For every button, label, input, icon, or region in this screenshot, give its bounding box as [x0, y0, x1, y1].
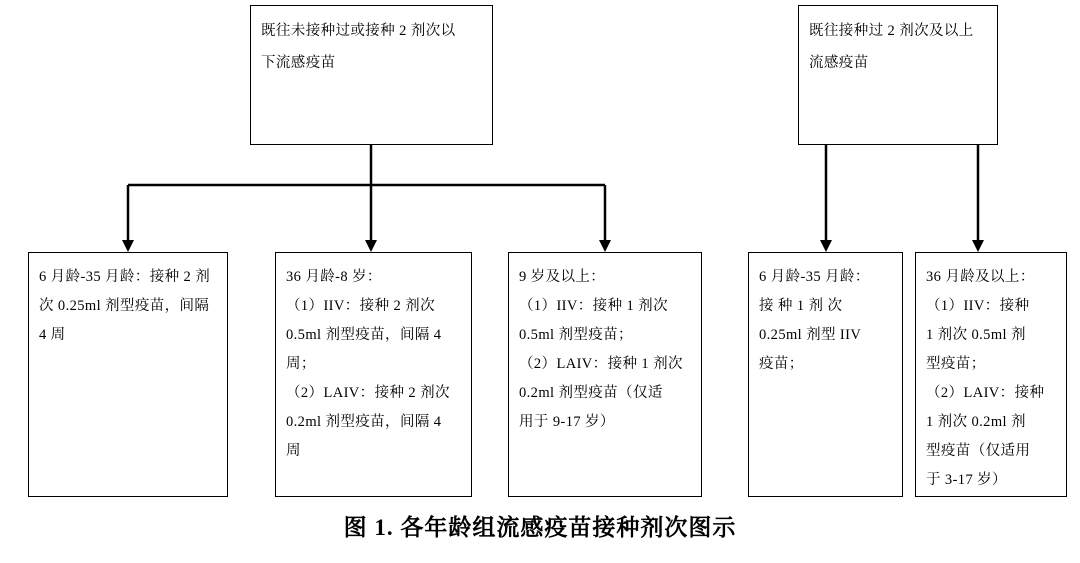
node-line: 36 月龄及以上： [926, 269, 1035, 285]
node-line: 0.2ml 剂型疫苗（仅适 [519, 385, 663, 401]
node-line: 9 岁及以上： [519, 269, 606, 285]
node-previous-unvaccinated-or-under-two-doses [250, 5, 493, 145]
node-line: 既往未接种过或接种 2 剂次以 [261, 23, 456, 39]
node-line: 6 月龄-35 月龄： [759, 269, 870, 285]
node-line: 型疫苗； [926, 356, 986, 372]
node-line: 次 0.25ml 剂型疫苗，间隔 [39, 298, 210, 314]
node-age-6m-35m-vaccinated [748, 252, 903, 497]
node-line: 疫苗； [759, 356, 804, 372]
node-age-36m-and-above-vaccinated [915, 252, 1067, 497]
node-age-36m-8y-unvaccinated [275, 252, 472, 497]
node-line: 周 [286, 443, 301, 459]
node-line: 既往接种过 2 剂次及以上 [809, 23, 974, 39]
node-line: 流感疫苗 [809, 54, 869, 71]
node-line: 0.5ml 剂型疫苗； [519, 327, 633, 343]
node-age-6m-35m-unvaccinated [28, 252, 228, 497]
node-line: 1 剂次 0.2ml 剂 [926, 414, 1026, 430]
node-line: 周； [286, 356, 316, 372]
node-line: 0.25ml 剂型 IIV [759, 327, 862, 343]
node-line: 36 月龄-8 岁： [286, 269, 382, 285]
node-line: （2）LAIV：接种 1 剂次 [519, 356, 683, 372]
node-line: （1）IIV：接种 1 剂次 [519, 298, 668, 314]
node-line: （1）IIV：接种 [926, 298, 1030, 314]
node-line: 0.2ml 剂型疫苗，间隔 4 [286, 414, 442, 430]
node-line: 型疫苗（仅适用 [926, 443, 1031, 459]
node-line: 0.5ml 剂型疫苗，间隔 4 [286, 327, 442, 343]
node-line: 用于 9-17 岁） [519, 414, 615, 430]
node-line: 4 周 [39, 327, 66, 343]
node-line: （2）LAIV：接种 [926, 385, 1045, 401]
figure-caption: 图 1. 各年龄组流感疫苗接种剂次图示 [343, 515, 737, 540]
node-line: 6 月龄-35 月龄：接种 2 剂 [39, 269, 211, 285]
node-age-9y-and-above-unvaccinated [508, 252, 702, 497]
node-line: （2）LAIV：接种 2 剂次 [286, 385, 450, 401]
node-line: （1）IIV：接种 2 剂次 [286, 298, 435, 314]
node-line: 下流感疫苗 [261, 54, 336, 71]
node-line: 于 3-17 岁） [926, 472, 1007, 488]
node-line: 接 种 1 剂 次 [759, 298, 843, 314]
node-line: 1 剂次 0.5ml 剂 [926, 327, 1026, 343]
node-previously-vaccinated-two-or-more-doses [798, 5, 998, 145]
